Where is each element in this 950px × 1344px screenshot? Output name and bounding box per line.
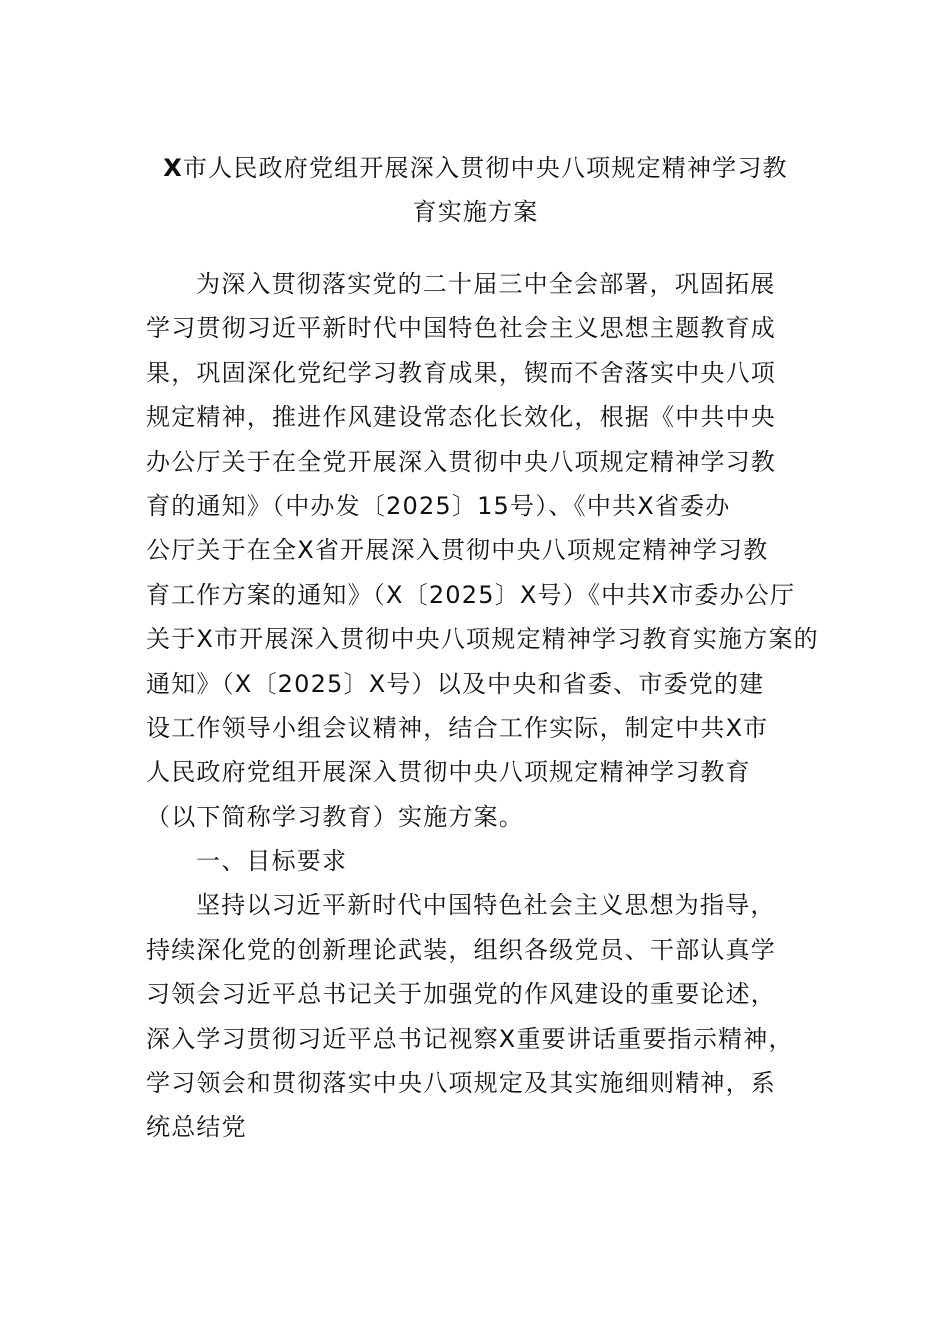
paragraph-line: 人民政府党组开展深入贯彻中央八项规定精神学习教育 xyxy=(146,758,751,787)
paragraph-line: 坚持以习近平新时代中国特色社会主义思想为指导， xyxy=(196,891,776,920)
title-line-1-text: 市人民政府党组开展深入贯彻中央八项规定精神学习教 xyxy=(182,154,788,182)
paragraph-line: 果，巩固深化党纪学习教育成果，锲而不舍落实中央八项 xyxy=(146,358,776,387)
paragraph-line: 规定精神，推进作风建设常态化长效化，根据《中共中央 xyxy=(146,403,776,432)
paragraph-line: 办公厅关于在全党开展深入贯彻中央八项规定精神学习教 xyxy=(146,447,776,476)
paragraph-line: 通知》（X〔2025〕X号）以及中央和省委、市委党的建 xyxy=(146,669,765,698)
paragraph-line: 持续深化党的创新理论武装，组织各级党员、干部认真学 xyxy=(146,935,776,964)
title-lead-letter: X xyxy=(163,154,183,182)
document-body xyxy=(146,262,846,1150)
paragraph-line: 育工作方案的通知》（X〔2025〕X号）《中共X市委办公厅 xyxy=(146,580,796,609)
document-title xyxy=(148,146,803,235)
paragraph-line: 设工作领导小组会议精神，结合工作实际，制定中共X市 xyxy=(146,713,769,742)
title-line-1 xyxy=(148,146,803,190)
paragraph-2 xyxy=(146,883,846,1149)
paragraph-line: （以下简称学习教育）实施方案。 xyxy=(146,802,524,831)
title-line-2: 育实施方案 xyxy=(412,198,539,227)
section-heading: 一、目标要求 xyxy=(196,847,348,876)
paragraph-line: 统总结党 xyxy=(146,1113,247,1142)
paragraph-line: 关于X市开展深入贯彻中央八项规定精神学习教育实施方案的 xyxy=(146,625,819,654)
paragraph-line: 学习领会和贯彻落实中央八项规定及其实施细则精神，系 xyxy=(146,1069,776,1098)
paragraph-line: 公厅关于在全X省开展深入贯彻中央八项规定精神学习教 xyxy=(146,536,769,565)
paragraph-line: 习领会习近平总书记关于加强党的作风建设的重要论述， xyxy=(146,980,776,1009)
paragraph-1 xyxy=(146,262,846,839)
paragraph-line: 为深入贯彻落实党的二十届三中全会部署，巩固拓展 xyxy=(196,270,776,298)
paragraph-line: 育的通知》（中办发〔2025〕15号）、《中共X省委办 xyxy=(146,491,731,520)
paragraph-line: 学习贯彻习近平新时代中国特色社会主义思想主题教育成 xyxy=(146,314,776,343)
paragraph-line: 深入学习贯彻习近平总书记视察X重要讲话重要指示精神， xyxy=(146,1024,794,1053)
